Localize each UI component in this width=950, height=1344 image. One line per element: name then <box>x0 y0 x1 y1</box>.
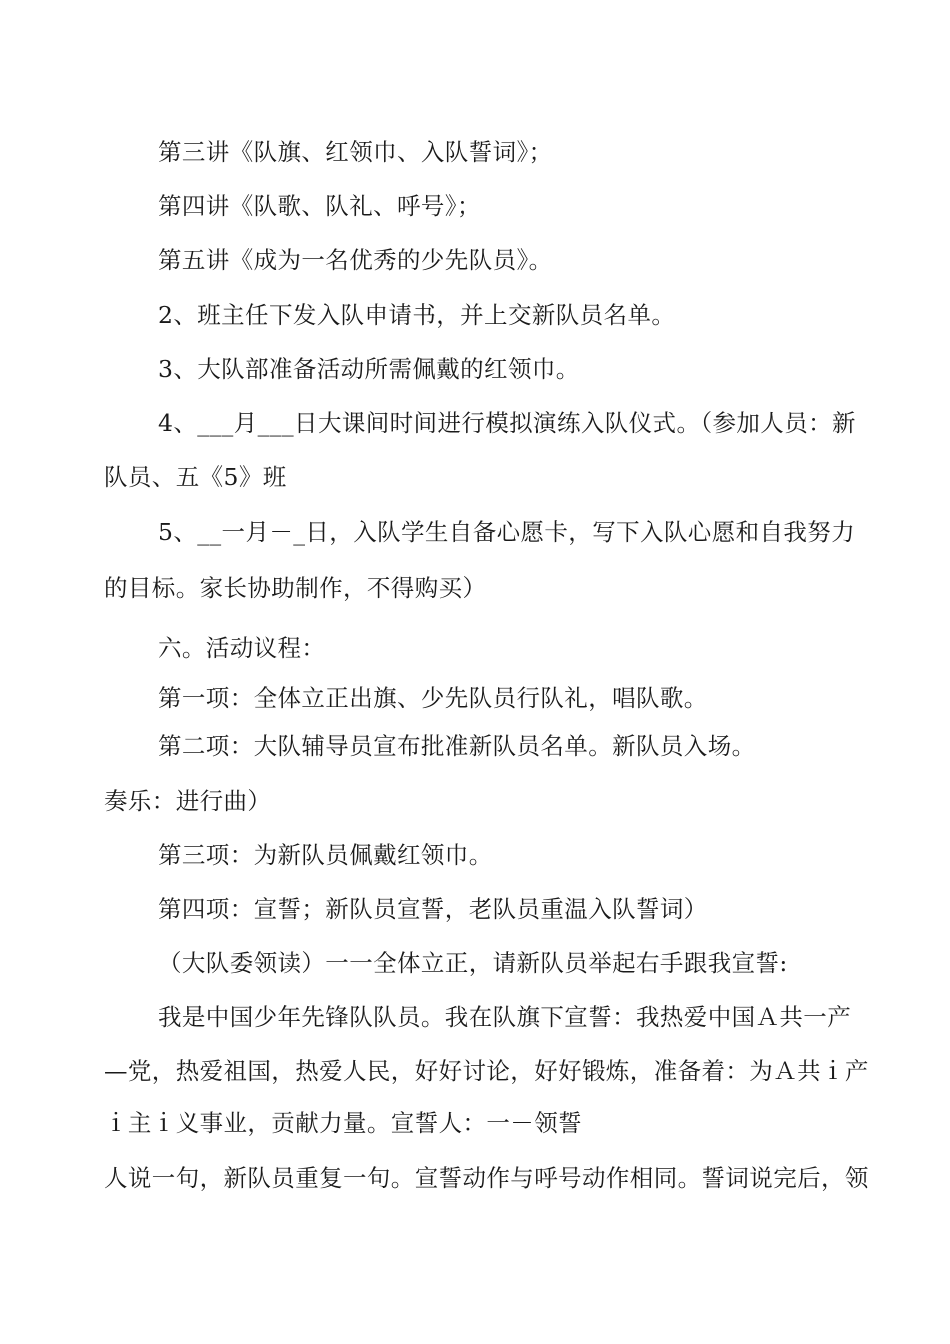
text-line: （大队委领读）一一全体立正，请新队员举起右手跟我宣誓: <box>158 949 788 977</box>
section-heading: 六。活动议程： <box>158 634 326 662</box>
text-line: 2、班主任下发入队申请书，并上交新队员名单。 <box>158 301 676 329</box>
text-line: 人说一句，新队员重复一句。宣誓动作与呼号动作相同。誓词说完后，领 <box>104 1164 869 1192</box>
text-line: 第三讲《队旗、红领巾、入队誓词》； <box>158 138 553 166</box>
text-line: 第三项：为新队员佩戴红领巾。 <box>158 841 493 869</box>
text-line: 5、__一月－_日，入队学生自备心愿卡，写下入队心愿和自我努力 <box>158 518 856 546</box>
text-line: 第四项：宣誓；新队员宣誓，老队员重温入队誓词） <box>158 895 708 923</box>
text-line: 3、大队部准备活动所需佩戴的红领巾。 <box>158 355 580 383</box>
text-line: 第一项：全体立正出旗、少先队员行队礼，唱队歌。 <box>158 684 708 712</box>
text-line: 我是中国少年先锋队队员。我在队旗下宣誓：我热爱中国Ａ共一产 <box>158 1003 852 1031</box>
text-line: 第五讲《成为一名优秀的少先队员》。 <box>158 246 553 274</box>
text-line: 的目标。家长协助制作，不得购买） <box>104 574 487 602</box>
text-line: 第四讲《队歌、队礼、呼号》； <box>158 192 481 220</box>
text-line: 第二项：大队辅导员宣布批准新队员名单。新队员入场。 <box>158 732 756 760</box>
text-line: 队员、五《5》班 <box>104 463 287 491</box>
text-line: —党，热爱祖国，热爱人民，好好讨论，好好锻炼，准备着：为Ａ共ｉ产 <box>104 1057 869 1085</box>
text-line: 4、___月___日大课间时间进行模拟演练入队仪式。（参加人员：新 <box>158 409 856 437</box>
text-line: ｉ主ｉ义事业，贡献力量。宣誓人：一－领誓 <box>104 1109 582 1137</box>
text-line: 奏乐：进行曲） <box>104 787 272 815</box>
